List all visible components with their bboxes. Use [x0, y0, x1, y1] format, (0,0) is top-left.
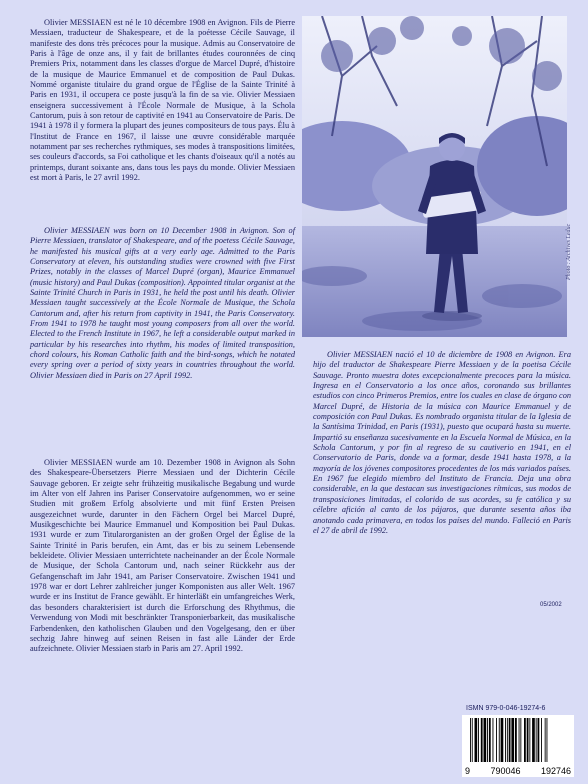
- biography-german: Olivier MESSIAEN wurde am 10. Dezember 1908 in Avignon als Sohn des Shakespeare-Übersetzers Pierre Messiaen und der Dichterin Cécile Sauvage geboren. Er zeigte sehr frühzeitig musikalische Begabung und wurde im Alter von elf Jahren ins Pariser Conservatoire aufgenommen, wo er seine Studien mit großem Erfolg absolvierte und mit fünf Ersten Preisen ausgezeichnet wurde, darunter in den Fächern Orgel bei Marcel Dupré, Musikgeschichte bei Maurice Emmanuel und Komposition bei Paul Dukas. 1931 wurde er zum Titularorganisten an der großen Orgel der Église de la Sainte Trinité in Paris berufen, ein Amt, das er bis zu seinem Lebensende bekleidete. Olivier Messiaen unterrichtete nacheinander an der École Normale de Musique, der Schola Cantorum und, nach seiner Rückkehr aus der Gefangenschaft im Jahr 1941, am Pariser Conservatoire. Zwischen 1941 und 1978 war er dort Lehrer zahlreicher junger Komponisten aus aller Welt. 1967 wurde er ins Institut de France gewählt. Er hinterläßt ein umfangreiches Werk, das besonders charakterisiert ist durch die Erforschung des Rhythmus, die Verwendung von Modi mit beschränkter Transponierbarkeit, das musikalische Farbendenken, den katholischen Glauben und den Vogelgesang, den er über sechzig Jahre hinweg auf seinen Reisen in fast alle Länder der Erde aufzeichnete. Olivier Messiaen starb in Paris am 27. April 1992.: [30, 458, 295, 654]
- barcode-digits: [462, 766, 574, 776]
- barcode-digits-right: 192746: [540, 766, 571, 776]
- biography-english: Olivier MESSIAEN was born on 10 December 1908 in Avignon. Son of Pierre Messiaen, translator of Shakespeare, and of the poetess Cécile Sauvage, he manifested his musical gifts at a very early age. Admitted to the Paris Conservatory at eleven, his outstanding studies were crowned with five First Prizes, notably in the classes of Marcel Dupré (organ), Maurice Emmanuel (music history) and Paul Dukas (composition). Appointed titular organist at the Sainte Trinité Church in Paris in 1931, he held the post until his death. Olivier Messiaen taught successively at the École Normale de Musique, the Schola Cantorum and, after his return from captivity in 1941, the Paris Conservatory. From 1941 to 1978 he taught most young composers from all over the world. Elected to the French Institute in 1967, he left a considerable output marked in particular by his researches into rhythm, his modes of limited transposition, chord colours, his Roman Catholic faith and the bird-songs, which he notated every spring over a period of sixty years in countries throughout the world. Olivier Messiaen died in Paris on 27 April 1992.: [30, 226, 295, 380]
- ismn-number: ISMN 979-0-046-19274-6: [466, 705, 546, 712]
- barcode-digits-left: 790046: [490, 766, 521, 776]
- print-date-code: 05/2002: [540, 602, 562, 608]
- biography-french: Olivier MESSIAEN est né le 10 décembre 1908 en Avignon. Fils de Pierre Messiaen, traducteur de Shakespeare, et de la poétesse Cécile Sauvage, il manifeste des dons très précoces pour la musique. Admis au Conservatoire de Paris à l'âge de onze ans, il y fait de brillantes études couronnées de cinq Premiers Prix, notamment dans les classes d'orgue de Marcel Dupré, d'histoire de la musique de Maurice Emmanuel et de composition de Paul Dukas. Nommé organiste titulaire du grand orgue de l'Église de la Sainte Trinité à Paris en 1931, il occupera ce poste jusqu'à la fin de sa vie. Olivier Messiaen enseignera successivement à l'École Normale de Musique, à la Schola Cantorum, puis à son retour de captivité en 1941 au Conservatoire de Paris. De 1941 à 1978 il y formera la plupart des jeunes compositeurs de tous pays. Élu à l'Institut de France en 1967, il laisse une œuvre considérable marquée notamment par ses recherches rythmiques, ses modes à transpositions limitées, ses couleurs d'accords, sa Foi catholique et les chants d'oiseaux qu'il a notés au printemps, durant soixante ans, dans tous les pays du monde. Olivier Messiaen est mort à Paris, le 27 avril 1992.: [30, 18, 295, 183]
- barcode-digit-first: 9: [465, 766, 471, 776]
- photo-credit: Photo : Archives Leduc: [566, 223, 572, 280]
- barcode: [462, 715, 574, 777]
- composer-photo: [302, 16, 567, 337]
- biography-spanish: Olivier MESSIAEN nació el 10 de diciembre de 1908 en Avignon. Era hijo del traductor de Shakespeare Pierre Messiaen y de la poetisa Cécile Sauvage. Pronto muestra dotes excepcionalmente precoces para la música. Ingresa en el Conservatorio a los once años, coronando sus brillantes estudios con cinco Primeros Premios, entre los cuales en clase de órgano con Marcel Dupré, de Historia de la música con Maurice Emmanuel y de composición con Paul Dukas. Es nombrado organista titular de la Iglesia de la Santísima Trinidad, en Paris (1931), puesto que ocupará hasta su muerte. Impartió su enseñanza sucesivamente en la Escuela Normal de Música, en la Schola Cantorum, y por fin al regreso de su cautiverio en 1941, en el Conservatorio de Paris, donde va a formar, desde 1941 hasta 1978, a la mayoría de los jóvenes compositores procedentes de los más variados países. En 1967 fue elegido miembro del Instituto de Francia. Deja una obra considerable, en la que destacan sus investigaciones rítmicas, sus modos de transposiciones limitadas, el colorido de sus acordes, su fe católica y su célebre afición al canto de los pájaros, que durante sesenta años iba anotando cada primavera, en todos los países del mundo. Falleció en Paris el 27 de abril de 1992.: [313, 350, 571, 535]
- barcode-bars: [462, 715, 574, 765]
